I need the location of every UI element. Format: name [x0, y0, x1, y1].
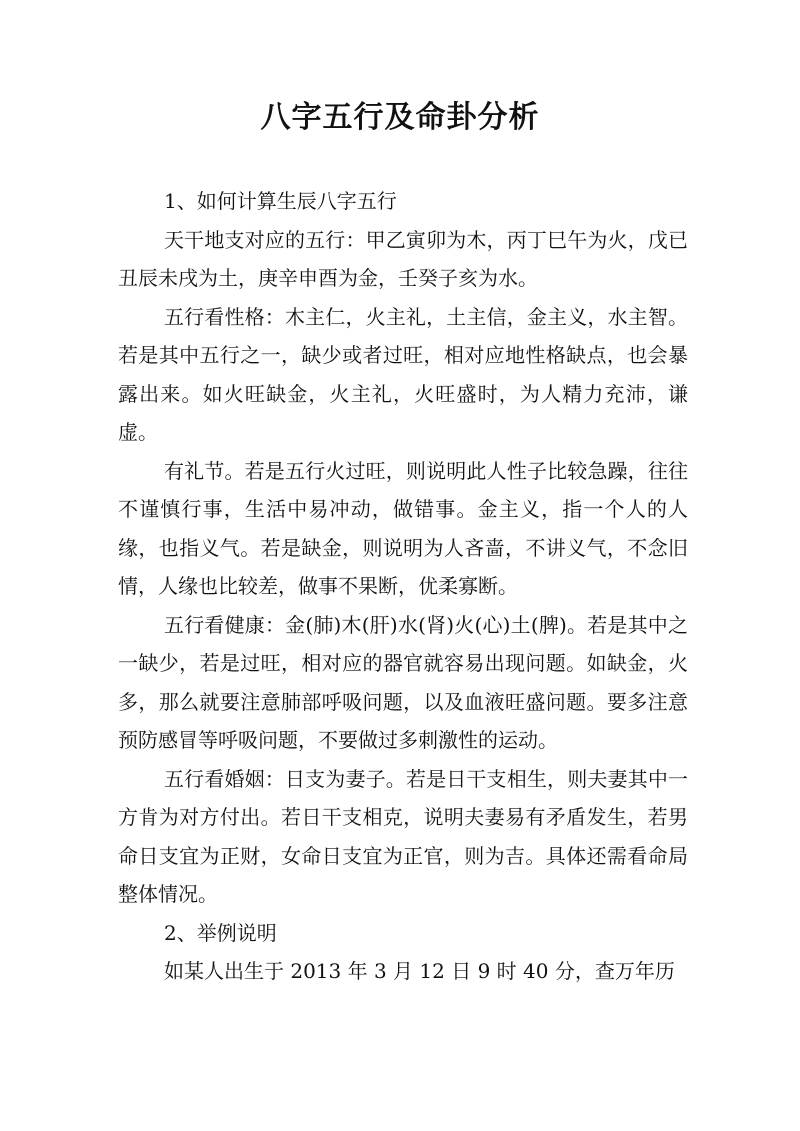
paragraph-etiquette: 有礼节。若是五行火过旺，则说明此人性子比较急躁，往往不谨慎行事，生活中易冲动，做错事。金主义，指一个人的人缘，也指义气。若是缺金，则说明为人吝啬，不讲义气，不念旧情，人缘也比较差，做事不果断，优柔寡断。 — [118, 458, 688, 598]
section-heading-2: 2、举例说明 — [164, 920, 277, 945]
paragraph-personality: 五行看性格：木主仁，火主礼，土主信，金主义，水主智。若是其中五行之一，缺少或者过旺，相对应地性格缺点，也会暴露出来。如火旺缺金，火主礼，火旺盛时，为人精力充沛，谦虚。 — [118, 304, 688, 444]
document-title: 八字五行及命卦分析 — [260, 100, 540, 135]
document-body — [118, 182, 688, 991]
paragraph-example: 如某人出生于 2013 年 3 月 12 日 9 时 40 分，查万年历 — [164, 959, 675, 983]
paragraph-marriage: 五行看婚姻：日支为妻子。若是日干支相生，则夫妻其中一方肯为对方付出。若日干支相克，说明夫妻易有矛盾发生，若男命日支宜为正财，女命日支宜为正官，则为吉。具体还需看命局整体情况。 — [118, 766, 688, 906]
paragraph-health: 五行看健康：金(肺)木(肝)水(肾)火(心)土(脾)。若是其中之一缺少，若是过旺，相对应的器官就容易出现问题。如缺金，火多，那么就要注意肺部呼吸问题，以及血液旺盛问题。要多注意预防感冒等呼吸问题，不要做过多刺激性的运动。 — [118, 612, 688, 752]
section-heading-1: 1、如何计算生辰八字五行 — [164, 189, 397, 213]
paragraph-wuxing-mapping: 天干地支对应的五行：甲乙寅卯为木，丙丁巳午为火，戊已丑辰未戌为土，庚辛申酉为金，壬癸子亥为水。 — [118, 227, 688, 290]
